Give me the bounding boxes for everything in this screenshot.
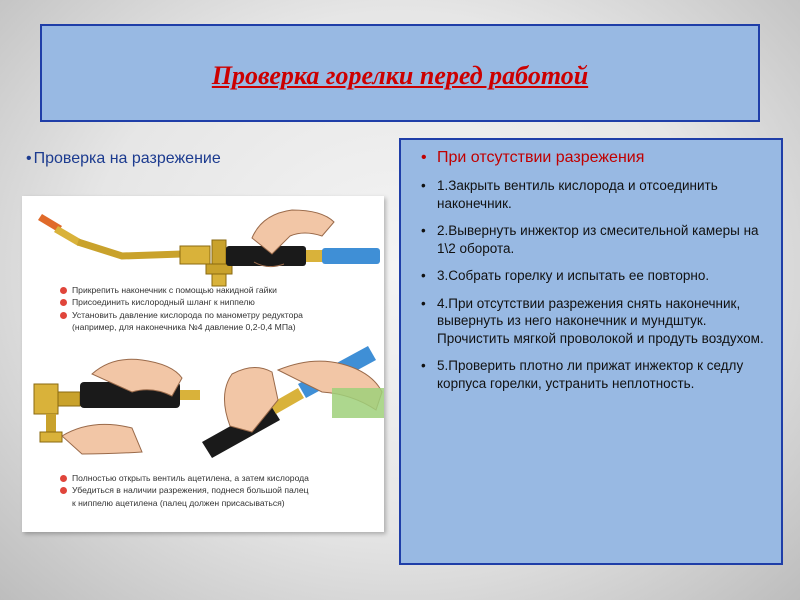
heading-text: При отсутствии разрежения: [437, 149, 645, 166]
brass-tube: [78, 242, 210, 264]
left-bullet-item: [26, 150, 221, 168]
instruction-text: 4.При отсутствии разрежения снять наконечник, вывернуть из него наконечник и мундштук. Прочистить мягкой проволокой и продуть воздухом.: [437, 295, 764, 346]
nozzle-tip-icon: [38, 214, 82, 246]
burner-body-top: [206, 240, 380, 286]
bullet-marker: •: [421, 295, 426, 311]
bullet-marker: •: [421, 358, 426, 373]
note-continuation: к ниппелю ацетилена (палец должен присасываться): [72, 497, 285, 508]
bullet-marker: •: [26, 150, 32, 167]
notes-top: [60, 284, 303, 334]
bullet-marker: •: [421, 268, 426, 283]
note-item: Присоединить кислородный шланг к ниппелю: [60, 296, 303, 308]
instruction-item: [421, 222, 769, 257]
slide-title: Проверка горелки перед работой: [211, 61, 589, 90]
instruction-text: 1.Закрыть вентиль кислорода и отсоединить наконечник.: [437, 178, 718, 211]
bullet-marker: •: [421, 178, 426, 193]
instruction-item: [421, 295, 769, 348]
title-box: [40, 24, 760, 122]
instructions-heading: [421, 148, 769, 168]
note-item: Полностью открыть вентиль ацетилена, а затем кислорода: [60, 472, 309, 484]
note-item: Прикрепить наконечник с помощью накидной гайки: [60, 284, 303, 296]
instruction-text: 2.Вывернуть инжектор из смесительной камеры на 1\2 оборота.: [437, 223, 759, 256]
instruction-item: [421, 357, 769, 392]
instruction-text: 5.Проверить плотно ли прижат инжектор к седлу корпуса горелки, устранить неплотность.: [437, 358, 744, 391]
instructions-list: [421, 148, 769, 392]
instruction-item: [421, 267, 769, 285]
note-continuation: (например, для наконечника №4 давление 0,2-0,4 МПа): [72, 322, 296, 333]
bullet-marker: •: [421, 223, 426, 238]
instruction-item: [421, 177, 769, 212]
instructions-panel: [399, 138, 783, 565]
note-item: Убедиться в наличии разрежения, поднеся большой палец: [60, 484, 309, 496]
instruction-text: 3.Собрать горелку и испытать ее повторно.: [437, 268, 710, 283]
bullet-marker: •: [421, 149, 427, 166]
notes-bottom: [60, 472, 309, 509]
note-item: Установить давление кислорода по манометру редуктора: [60, 309, 303, 321]
hand-right-icon: [224, 361, 384, 432]
left-bullet-text: Проверка на разрежение: [33, 150, 221, 167]
burner-illustration: [22, 196, 384, 532]
